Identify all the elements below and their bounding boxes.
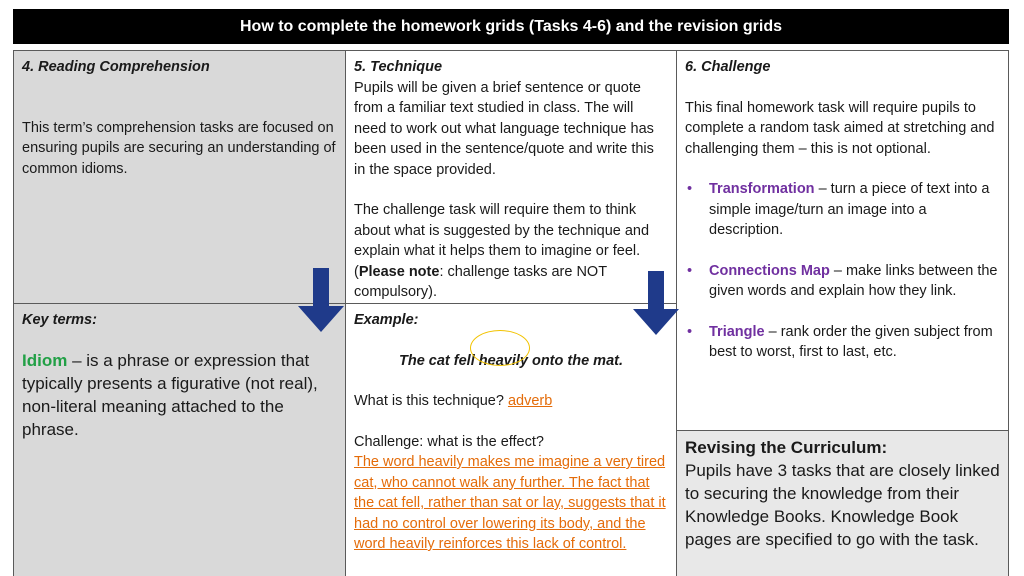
technique-cell: [345, 50, 677, 304]
example-sentence: The cat fell heavily onto the mat.: [399, 352, 623, 369]
task-desc: – rank order the given subject from best to worst, first to last, etc.: [709, 323, 993, 360]
challenge-task-list: [685, 179, 1000, 363]
arrow-shape: [633, 271, 679, 335]
question-text: What is this technique?: [354, 393, 508, 409]
challenge-text: This final homework task will require pupils to complete a random task aimed at stretching and challenging them – this is not optional.: [685, 99, 995, 157]
bullet-icon: •: [687, 181, 693, 197]
arrow-shape: [298, 268, 344, 332]
challenge-answer: The word heavily makes me imagine a very tired cat, who cannot walk any further. The fact that the cat fell, rather than sat or lay, suggests that it had no control over lowering its body, and the word heavily reinforces this lack of control.: [354, 454, 666, 552]
task-term: Transformation: [709, 181, 815, 197]
please-note: Please note: [358, 263, 440, 280]
task-term: Connections Map: [709, 262, 830, 279]
key-terms-heading: Key terms:: [22, 312, 97, 328]
highlight-circle: [470, 330, 530, 366]
down-arrow-icon: [298, 268, 344, 332]
challenge-cell: [676, 50, 1009, 431]
page-title: How to complete the homework grids (Tasks 4-6) and the revision grids: [13, 9, 1009, 44]
down-arrow-icon: [633, 271, 679, 335]
technique-question: [354, 391, 668, 412]
reading-text: This term’s comprehension tasks are focused on ensuring pupils are securing an understanding of common idioms.: [22, 119, 336, 177]
challenge-task-connections-map: [687, 261, 1000, 302]
bullet-icon: •: [687, 323, 693, 340]
challenge-heading: 6. Challenge: [685, 59, 771, 75]
challenge-question: Challenge: what is the effect?: [354, 433, 544, 450]
task-term: Triangle: [709, 323, 765, 340]
technique-text-2-pre: The challenge task will require them to think about what is suggested by the technique and explain what it helps them to imagine or feel. (: [354, 202, 650, 280]
revising-heading: Revising the Curriculum:: [685, 438, 888, 457]
idiom-definition: [22, 349, 337, 441]
task-desc: – turn a piece of text into a simple image/turn an image into a description.: [709, 181, 990, 238]
technique-text-1: Pupils will be given a brief sentence or quote from a familiar text studied in class. The will need to work out what language technique has been used in the sentence/quote and write this in the space provided.: [354, 79, 654, 178]
task-desc: – make links between the given words and explain how they link.: [709, 262, 998, 299]
bullet-icon: •: [687, 262, 693, 279]
revising-text: Pupils have 3 tasks that are closely linked to securing the knowledge from their Knowledge Books. Knowledge Book pages are specified to go with the task.: [685, 461, 1000, 549]
reading-comprehension-cell: [13, 50, 346, 304]
idiom-term: Idiom: [22, 350, 68, 370]
challenge-task-triangle: [687, 322, 1000, 363]
technique-text-2-post: : challenge tasks are NOT compulsory).: [354, 263, 607, 300]
reading-heading: 4. Reading Comprehension: [22, 59, 210, 75]
technique-text-2: [354, 200, 668, 303]
idiom-text: – is a phrase or expression that typically presents a figurative (not real), non-literal meaning attached to the phrase.: [22, 350, 318, 439]
technique-heading: 5. Technique: [354, 59, 443, 75]
technique-answer: adverb: [507, 393, 553, 409]
key-terms-cell: [13, 303, 346, 576]
challenge-task-transformation: [687, 179, 1000, 241]
example-heading: Example:: [354, 312, 419, 328]
revising-cell: [676, 430, 1009, 576]
